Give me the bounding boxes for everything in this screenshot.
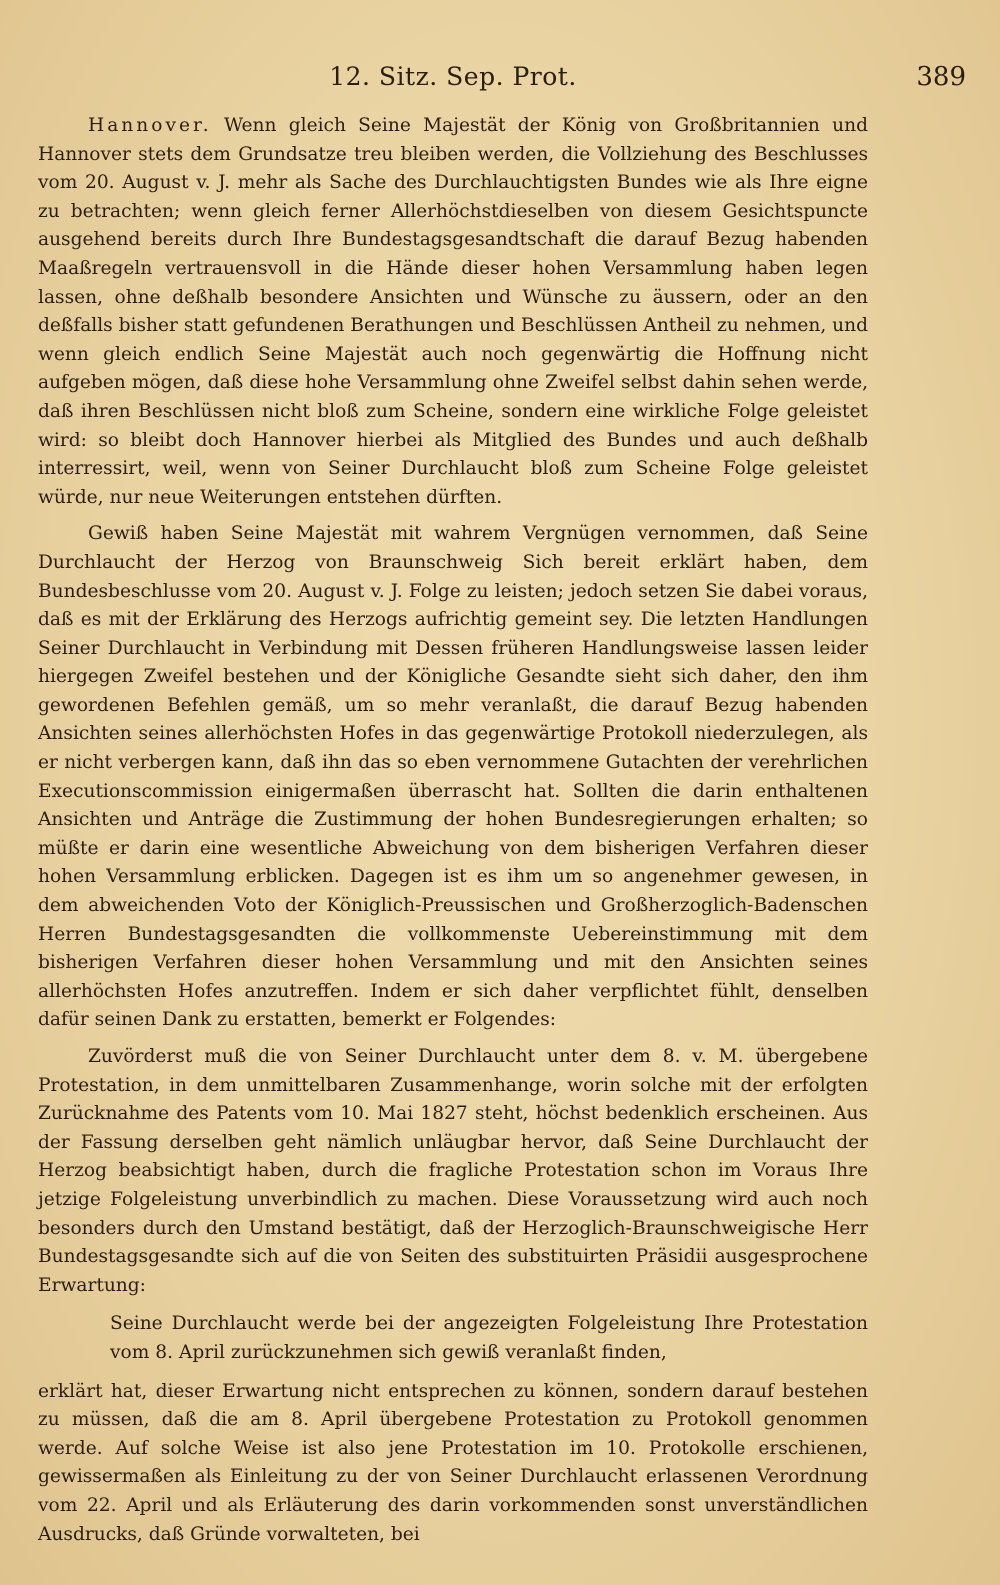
paragraph-hannover — [38, 112, 868, 512]
paragraph: Zuvörderst muß die von Seiner Durchlaucht unter dem 8. v. M. übergebene Protestation, in dem unmittelbaren Zusammenhange, worin solche mit der erfolgten Zurücknahme des Patents vom 10. Mai 1827 steht, höchst bedenklich erscheinen. Aus der Fassung derselben geht nämlich unläugbar hervor, daß Seine Durchlaucht der Herzog beabsichtigt haben, durch die fragliche Protestation schon im Voraus Ihre jetzige Folgeleistung unverbindlich zu machen. Diese Voraussetzung wird auch noch besonders durch den Umstand bestätigt, daß der Herzoglich-Braunschweigische Herr Bundestagsgesandte sich auf die von Seiten des substituirten Präsidii ausgesprochene Erwartung: — [38, 1046, 868, 1296]
running-head: 12. Sitz. Sep. Prot. — [329, 62, 577, 91]
body-text — [38, 112, 868, 1557]
paragraph: Gewiß haben Seine Majestät mit wahrem Vergnügen vernommen, daß Seine Durchlaucht der Herzog von Braunschweig Sich bereit erklärt haben, dem Bundesbeschlusse vom 20. August v. J. Folge zu leisten; jedoch setzen Sie dabei voraus, daß es mit der Erklärung des Herzogs aufrichtig gemeint sey. Die letzten Handlungen Seiner Durchlaucht in Verbindung mit Dessen früheren Handlungsweise lassen leider hiergegen Zweifel bestehen und der Königliche Gesandte sieht sich daher, den ihm gewordenen Befehlen gemäß, um so mehr veranlaßt, die darauf Bezug habenden Ansichten seines allerhöchsten Hofes in das gegenwärtige Protokoll niederzulegen, als er nicht verbergen kann, daß ihn das so eben vernommene Gutachten der verehrlichen Executionscommission einigermaßen überrascht hat. Sollten die darin enthaltenen Ansichten und Anträge die Zustimmung der hohen Bundesregierungen erhalten; so müßte er darin eine wesentliche Abweichung von dem bisherigen Verfahren dieser hohen Versammlung erblicken. Dagegen ist es ihm um so angenehmer gewesen, in dem abweichenden Voto der Königlich-Preussischen und Großherzoglich-Badenschen Herren Bundestagsgesandten die vollkommenste Uebereinstimmung mit dem bisherigen Verfahren dieser hohen Versammlung und mit den Ansichten seines allerhöchsten Hofes anzutreffen. Indem er sich daher verpflichtet fühlt, denselben dafür seinen Dank zu erstatten, bemerkt er Folgendes: — [38, 523, 868, 1031]
page-header — [38, 62, 966, 102]
block-quote: Seine Durchlaucht werde bei der angezeigten Folgeleistung Ihre Protestation vom 8. April zurückzunehmen sich gewiß veranlaßt finden, — [110, 1313, 868, 1363]
page-number: 389 — [916, 62, 966, 92]
paragraph-continuation: erklärt hat, dieser Erwartung nicht entsprechen zu können, sondern darauf bestehen zu müssen, daß die am 8. April übergebene Protestation zu Protokoll genommen werde. Auf solche Weise ist also jene Protestation im 10. Protokolle erschienen, gewissermaßen als Einleitung zu der von Seiner Durchlaucht erlassenen Verordnung vom 22. April und als Erläuterung des darin vorkommenden sonst unverständlichen Ausdrucks, daß Gründe vorwalteten, bei — [38, 1380, 868, 1545]
paragraph-text: Wenn gleich Seine Majestät der König von Großbritannien und Hannover stets dem Grundsatze treu bleiben werden, die Vollziehung des Beschlusses vom 20. August v. J. mehr als Sache des Durchlauchtigsten Bundes wie als Ihre eigne zu betrachten; wenn gleich ferner Allerhöchstdieselben von diesem Gesichtspuncte ausgehend bereits durch Ihre Bundestagsgesandtschaft die darauf Bezug habenden Maaßregeln vertrauensvoll in die Hände dieser hohen Versammlung haben legen lassen, ohne deßhalb besondere Ansichten und Wünsche zu äussern, oder an den deßfalls bisher statt gefundenen Berathungen und Beschlüssen Antheil zu nehmen, und wenn gleich endlich Seine Majestät auch noch gegenwärtig die Hoffnung nicht aufgeben mögen, daß diese hohe Versammlung ohne Zweifel selbst dahin sehen werde, daß ihren Beschlüssen nicht bloß zum Scheine, sondern eine wirkliche Folge geleistet wird: so bleibt doch Hannover hierbei als Mitglied des Bundes und auch deßhalb interressirt, weil, wenn von Seiner Durchlaucht bloß zum Scheine Folge geleistet würde, nur neue Weiterungen entstehen dürften. — [38, 115, 868, 508]
paragraph-lead: Hannover. — [88, 115, 212, 136]
